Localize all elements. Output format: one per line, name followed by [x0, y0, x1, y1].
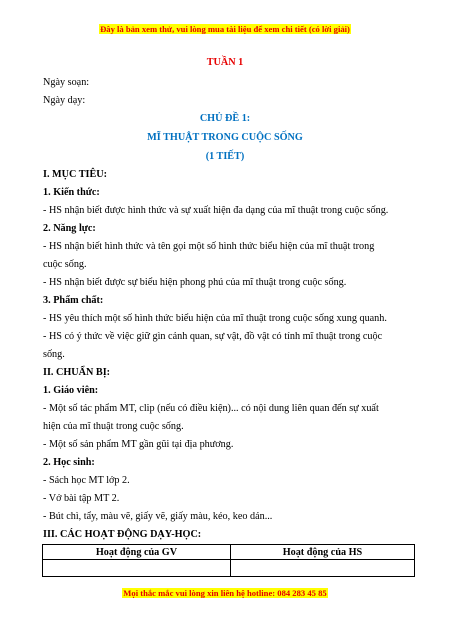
table-cell [43, 560, 231, 577]
ability-item-1a: - HS nhận biết hình thức và tên gọi một số hình thức biểu hiện của mĩ thuật trong [43, 241, 375, 252]
col-student-header: Hoạt động của HS [230, 545, 414, 560]
student-title: 2. Học sinh: [43, 457, 95, 468]
topic-duration: (1 TIẾT) [205, 151, 245, 162]
teacher-title: 1. Giáo viên: [43, 385, 99, 396]
ability-item-2: - HS nhận biết được sự biểu hiện phong phú của mĩ thuật trong cuộc sống. [43, 277, 347, 288]
quality-item-2b: sống. [43, 349, 65, 360]
quality-title: 3. Phẩm chất: [43, 295, 104, 306]
student-item-1: - Sách học MT lớp 2. [43, 475, 130, 486]
knowledge-item: - HS nhận biết được hình thức và sự xuất hiện đa dạng của mĩ thuật trong cuộc sống. [43, 205, 389, 216]
ability-title: 2. Năng lực: [43, 223, 96, 234]
student-item-3: - Bút chì, tẩy, màu vẽ, giấy vẽ, giấy màu, kéo, keo dán... [43, 511, 273, 522]
header-notice [0, 24, 450, 34]
table-row [43, 560, 415, 577]
activities-table [42, 544, 415, 577]
footer-notice [0, 588, 450, 598]
week-title: TUẦN 1 [206, 57, 244, 68]
header-notice-text: Đây là bản xem thử, vui lòng mua tài liệu để xem chi tiết (có lời giải) [100, 24, 350, 34]
teach-date-label: Ngày dạy: [43, 95, 86, 106]
topic-label: CHỦ ĐỀ 1: [199, 113, 251, 124]
section-objectives-title: I. MỤC TIÊU: [43, 169, 108, 180]
quality-item-1: - HS yêu thích một số hình thức biểu hiện của mĩ thuật trong cuộc sống xung quanh. [43, 313, 387, 324]
teacher-item-1a: - Một số tác phẩm MT, clip (nếu có điều kiện)... có nội dung liên quan đến sự xuất [43, 403, 379, 414]
topic-title: MĨ THUẬT TRONG CUỘC SỐNG [147, 132, 303, 143]
col-teacher-header: Hoạt động của GV [43, 545, 231, 560]
ability-item-1b: cuộc sống. [43, 259, 87, 270]
teacher-item-1b: hiện của mĩ thuật trong cuộc sống. [43, 421, 184, 432]
student-item-2: - Vở bài tập MT 2. [43, 493, 120, 504]
teacher-item-2: - Một số sản phẩm MT gần gũi tại địa phương. [43, 439, 234, 450]
quality-item-2a: - HS có ý thức về việc giữ gìn cảnh quan, sự vật, đồ vật có tính mĩ thuật trong cuộc [43, 331, 383, 342]
table-cell [230, 560, 414, 577]
section-activities-title: III. CÁC HOẠT ĐỘNG DẠY-HỌC: [43, 529, 202, 540]
section-preparation-title: II. CHUẨN BỊ: [43, 367, 111, 378]
footer-notice-text: Mọi thắc mắc vui lòng xin liên hệ hotline: 084 283 45 85 [123, 588, 327, 598]
knowledge-title: 1. Kiến thức: [43, 187, 100, 198]
table-header-row [43, 545, 415, 560]
prep-date-label: Ngày soạn: [43, 77, 90, 88]
